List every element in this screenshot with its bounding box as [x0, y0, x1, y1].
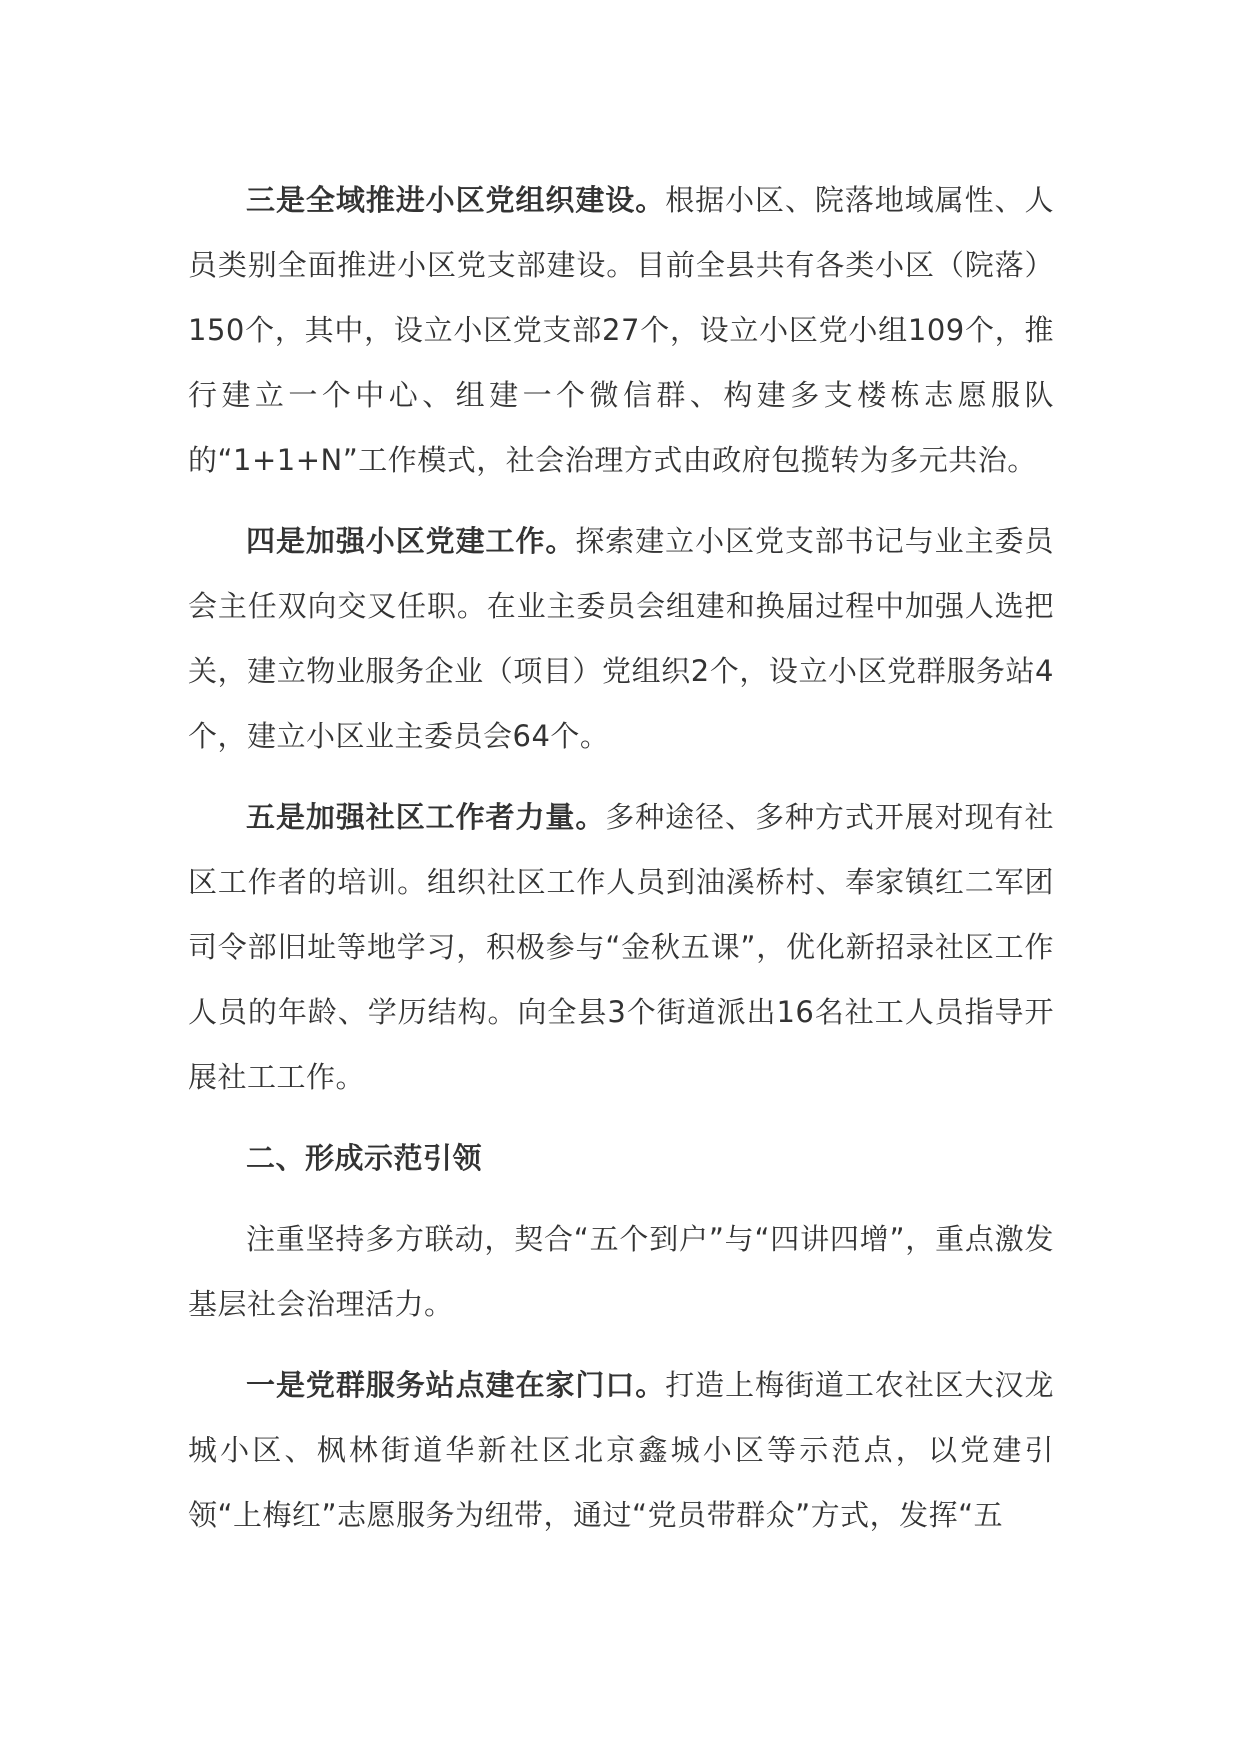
paragraph-community-party-building: [188, 509, 1054, 769]
paragraph-text: 探索建立小区党支部书记与业主委员会主任双向交叉任职。在业主委员会组建和换届过程中加强人选把关，建立物业服务企业（项目）党组织2个，设立小区党群服务站4个，建立小区业主委员会64个。: [188, 524, 1054, 753]
paragraph-lead: 一是党群服务站点建在家门口。: [246, 1368, 666, 1402]
paragraph-community-party-organization: [188, 168, 1054, 493]
paragraph-lead: 四是加强小区党建工作。: [246, 524, 576, 558]
paragraph-text: 打造上梅街道工农社区大汉龙城小区、枫林街道华新社区北京鑫城小区等示范点，以党建引领“上梅红”志愿服务为纽带，通过“党员带群众”方式，发挥“五: [188, 1368, 1054, 1532]
paragraph-section-intro: 注重坚持多方联动，契合“五个到户”与“四讲四增”，重点激发基层社会治理活力。: [188, 1222, 1054, 1321]
document-body: [188, 168, 1054, 1548]
paragraph-text: 多种途径、多种方式开展对现有社区工作者的培训。组织社区工作人员到油溪桥村、奉家镇红二军团司令部旧址等地学习，积极参与“金秋五课”，优化新招录社区工作人员的年龄、学历结构。向全县3个街道派出16名社工人员指导开展社工工作。: [188, 800, 1054, 1094]
paragraph-community-workers: [188, 785, 1054, 1110]
section-heading: 二、形成示范引领: [246, 1141, 483, 1175]
paragraph-lead: 三是全域推进小区党组织建设。: [246, 183, 666, 217]
paragraph-service-stations: [188, 1353, 1054, 1548]
paragraph-text: 根据小区、院落地域属性、人员类别全面推进小区党支部建设。目前全县共有各类小区（院落）150个，其中，设立小区党支部27个，设立小区党小组109个，推行建立一个中心、组建一个微信群、构建多支楼栋志愿服队的“1+1+N”工作模式，社会治理方式由政府包揽转为多元共治。: [188, 183, 1054, 477]
paragraph-lead: 五是加强社区工作者力量。: [246, 800, 606, 834]
